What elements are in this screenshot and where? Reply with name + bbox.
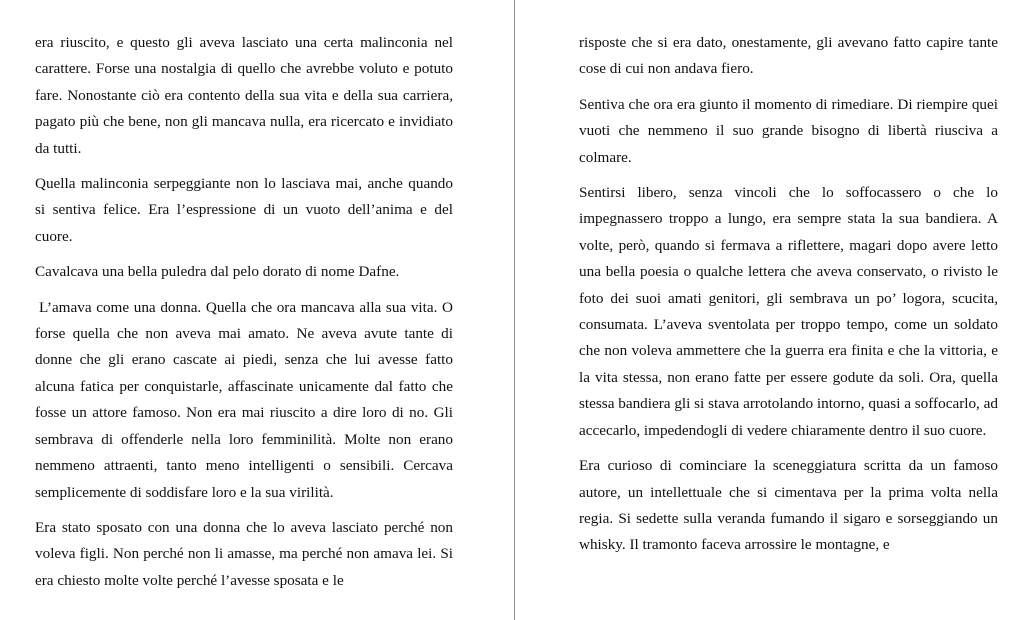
paragraph: Quella malinconia serpeggiante non lo lasciava mai, anche quando si sentiva felice. Era l’espressione di un vuoto dell’anima e del cuore. bbox=[35, 175, 453, 245]
right-page bbox=[516, 0, 1023, 620]
paragraph: era riuscito, e questo gli aveva lasciato una certa malinconia nel carattere. Forse una nostalgia di quello che avrebbe voluto e potuto fare. Nonostante ciò era contento della sua vita e della sua carriera, pagato più che bene, non gli mancava nulla, era ricercato e invidiato da tutti. bbox=[35, 34, 453, 157]
paragraph: L’amava come una donna. Quella che ora mancava alla sua vita. O forse quella che non aveva mai amato. Ne aveva avute tante di donne che gli erano cascate ai piedi, senza che lui avesse fatto alcuna fatica per conquistarle, affascinate unicamente dal fatto che fosse un attore famoso. Non era mai riuscito a dire loro di no. Gli sembrava di offenderle nella loro femminilità. Molte non erano nemmeno attraenti, tanto meno intelligenti o sensibili. Cercava semplicemente di soddisfare loro e la sua virilità. bbox=[35, 298, 453, 501]
paragraph: Cavalcava una bella puledra dal pelo dorato di nome Dafne. bbox=[35, 263, 400, 281]
paragraph: risposte che si era dato, onestamente, gli avevano fatto capire tante cose di cui non andava fiero. bbox=[579, 34, 998, 78]
page-divider bbox=[514, 0, 515, 620]
paragraph: Sentirsi libero, senza vincoli che lo soffocassero o che lo impegnassero troppo a lungo, era sempre stata la sua bandiera. A volte, però, quando si fermava a riflettere, magari dopo avere letto una bella poesia o qualche lettera che aveva conservato, o rivisto le foto dei suoi amati genitori, gli sembrava un po’ logora, scucita, consumata. L’aveva sventolata per troppo tempo, come un soldato che non voleva ammettere che la guerra era finita e che la vittoria, e la vita stessa, non erano fatte per essere godute da soli. Ora, quella stessa bandiera gli si stava arrotolando intorno, quasi a soffocarlo, ad accecarlo, impedendogli di vedere chiaramente dentro il suo cuore. bbox=[579, 184, 998, 439]
left-page-text-column bbox=[35, 30, 453, 603]
paragraph: Era stato sposato con una donna che lo aveva lasciato perché non voleva figli. Non perché non li amasse, ma perché non amava lei. Si era chiesto molte volte perché l’avesse sposata e le bbox=[35, 518, 453, 589]
right-page-text-column bbox=[579, 30, 998, 568]
paragraph: Sentiva che ora era giunto il momento di rimediare. Di riempire quei vuoti che nemmeno il suo grande bisogno di libertà riusciva a colmare. bbox=[579, 95, 998, 166]
paragraph: Era curioso di cominciare la sceneggiatura scritta da un famoso autore, un intellettuale che si cimentava per la prima volta nella regia. Si sedette sulla veranda fumando il sigaro e sorseggiando un whisky. Il tramonto faceva arrossire le montagne, e bbox=[579, 457, 998, 554]
